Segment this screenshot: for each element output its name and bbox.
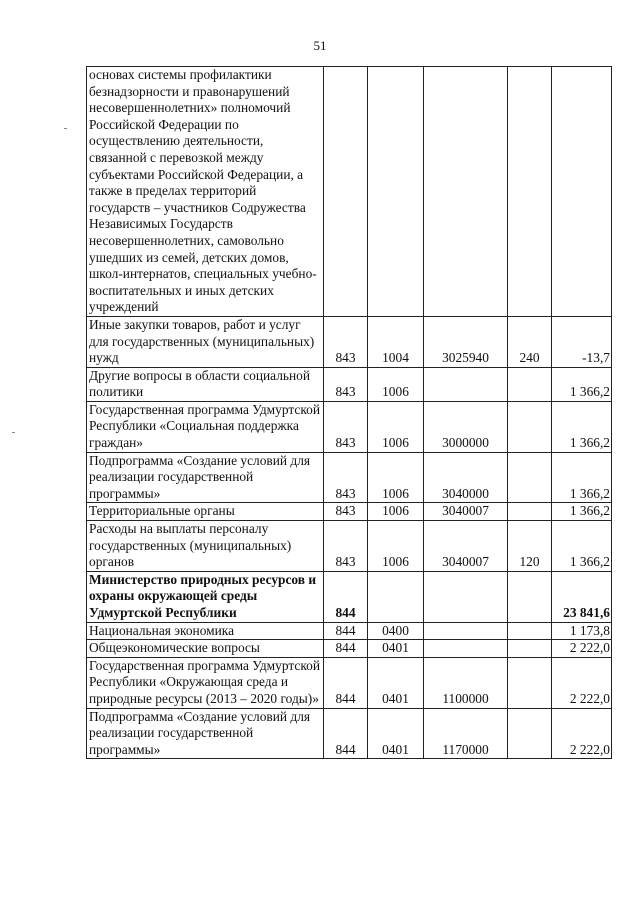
ministry-code-cell: 843 <box>324 521 368 572</box>
expense-type-cell <box>508 708 552 759</box>
budget-table <box>86 66 612 759</box>
target-article-cell <box>424 640 508 658</box>
row-name-cell: Расходы на выплаты персоналу государственных (муниципальных) органов <box>87 521 324 572</box>
expense-type-cell <box>508 452 552 503</box>
ministry-code-cell <box>324 67 368 317</box>
section-code-cell: 1004 <box>368 316 424 367</box>
section-code-cell: 1006 <box>368 367 424 401</box>
row-name-cell: Государственная программа Удмуртской Республики «Социальная поддержка граждан» <box>87 401 324 452</box>
ministry-code-cell: 843 <box>324 316 368 367</box>
table-row <box>87 708 612 759</box>
ministry-code-cell: 844 <box>324 657 368 708</box>
ministry-code-cell: 843 <box>324 367 368 401</box>
table-row <box>87 622 612 640</box>
section-code-cell: 1006 <box>368 452 424 503</box>
table-row <box>87 521 612 572</box>
table-row <box>87 67 612 317</box>
row-name-cell: Иные закупки товаров, работ и услуг для государственных (муниципальных) нужд <box>87 316 324 367</box>
target-article-cell: 1170000 <box>424 708 508 759</box>
row-name-cell: Национальная экономика <box>87 622 324 640</box>
table-row <box>87 367 612 401</box>
expense-type-cell <box>508 640 552 658</box>
ministry-code-cell: 844 <box>324 571 368 622</box>
amount-cell: 1 366,2 <box>552 452 612 503</box>
row-name-cell: Подпрограмма «Создание условий для реализации государственной программы» <box>87 708 324 759</box>
ministry-code-cell: 843 <box>324 503 368 521</box>
expense-type-cell <box>508 571 552 622</box>
table-row <box>87 401 612 452</box>
amount-cell: 2 222,0 <box>552 708 612 759</box>
row-name-cell: Территориальные органы <box>87 503 324 521</box>
row-name-cell: Другие вопросы в области социальной политики <box>87 367 324 401</box>
section-code-cell: 0401 <box>368 708 424 759</box>
target-article-cell: 3040007 <box>424 503 508 521</box>
amount-cell: 1 173,8 <box>552 622 612 640</box>
expense-type-cell <box>508 367 552 401</box>
target-article-cell: 3025940 <box>424 316 508 367</box>
row-name-cell: Подпрограмма «Создание условий для реализации государственной программы» <box>87 452 324 503</box>
table-row <box>87 316 612 367</box>
amount-cell: 1 366,2 <box>552 401 612 452</box>
amount-cell: 1 366,2 <box>552 503 612 521</box>
section-code-cell: 1006 <box>368 503 424 521</box>
expense-type-cell: 240 <box>508 316 552 367</box>
scan-mark <box>12 432 15 433</box>
expense-type-cell <box>508 401 552 452</box>
amount-cell: 1 366,2 <box>552 521 612 572</box>
table-row <box>87 503 612 521</box>
target-article-cell: 3040007 <box>424 521 508 572</box>
budget-table-body <box>87 67 612 759</box>
amount-cell: 2 222,0 <box>552 640 612 658</box>
section-code-cell: 0401 <box>368 657 424 708</box>
row-name-cell: Министерство природных ресурсов и охраны окружающей среды Удмуртской Республики <box>87 571 324 622</box>
section-code-cell <box>368 571 424 622</box>
ministry-code-cell: 843 <box>324 401 368 452</box>
amount-cell: 1 366,2 <box>552 367 612 401</box>
amount-cell: 23 841,6 <box>552 571 612 622</box>
expense-type-cell <box>508 503 552 521</box>
ministry-code-cell: 843 <box>324 452 368 503</box>
target-article-cell <box>424 571 508 622</box>
table-row <box>87 571 612 622</box>
expense-type-cell <box>508 657 552 708</box>
target-article-cell <box>424 67 508 317</box>
section-code-cell: 0401 <box>368 640 424 658</box>
table-row <box>87 640 612 658</box>
table-row <box>87 452 612 503</box>
ministry-code-cell: 844 <box>324 622 368 640</box>
section-code-cell: 1006 <box>368 521 424 572</box>
ministry-code-cell: 844 <box>324 708 368 759</box>
row-name-cell: основах системы профилактики безнадзорности и правонарушений несовершеннолетних» полномочий Российской Федерации по осуществлению деятельности, связанной с перевозкой между субъектами Российской Федерации, а также в пределах территорий государств – участников Содружества Независимых Государств несовершеннолетних, самовольно ушедших из семей, детских домов, школ-интернатов, специальных учебно-воспитательных и иных детских учреждений <box>87 67 324 317</box>
section-code-cell: 0400 <box>368 622 424 640</box>
amount-cell <box>552 67 612 317</box>
target-article-cell: 1100000 <box>424 657 508 708</box>
target-article-cell: 3040000 <box>424 452 508 503</box>
section-code-cell: 1006 <box>368 401 424 452</box>
target-article-cell: 3000000 <box>424 401 508 452</box>
expense-type-cell <box>508 622 552 640</box>
amount-cell: -13,7 <box>552 316 612 367</box>
target-article-cell <box>424 622 508 640</box>
ministry-code-cell: 844 <box>324 640 368 658</box>
page-number: 51 <box>313 38 327 53</box>
row-name-cell: Государственная программа Удмуртской Республики «Окружающая среда и природные ресурсы (2013 – 2020 годы)» <box>87 657 324 708</box>
target-article-cell <box>424 367 508 401</box>
expense-type-cell: 120 <box>508 521 552 572</box>
table-row <box>87 657 612 708</box>
scan-mark <box>64 128 67 129</box>
section-code-cell <box>368 67 424 317</box>
expense-type-cell <box>508 67 552 317</box>
row-name-cell: Общеэкономические вопросы <box>87 640 324 658</box>
amount-cell: 2 222,0 <box>552 657 612 708</box>
